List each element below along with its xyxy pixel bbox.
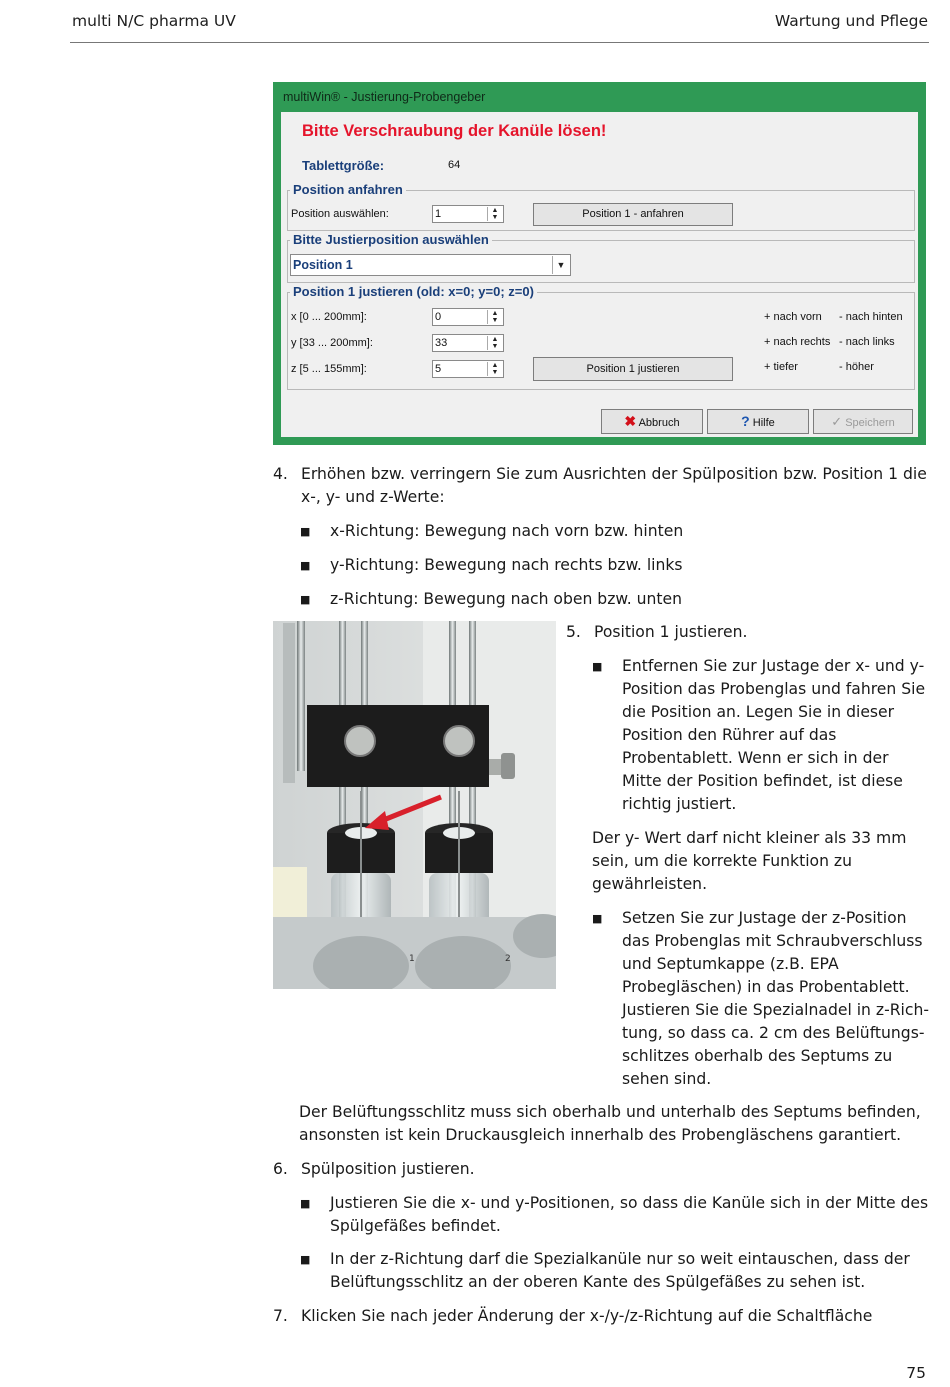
x-label: x [0 ... 200mm]: xyxy=(291,311,367,323)
step-5-bullet-1-line-2: Position das Probenglas und fahren Sie xyxy=(622,680,926,698)
sampler-photo-drawing xyxy=(273,621,556,989)
step-4-bullet-x: x-Richtung: Bewegung nach vorn bzw. hinten xyxy=(330,522,684,540)
hint-plus-y: + nach rechts xyxy=(764,336,831,348)
x-stepper[interactable] xyxy=(432,308,504,326)
step-6-bullet-1-line-1: Justieren Sie die x- und y-Positionen, so dass die Kanüle sich in der Mitte des xyxy=(330,1194,929,1212)
bullet-icon: ■ xyxy=(592,912,603,925)
bullet-icon: ■ xyxy=(300,1253,311,1266)
step-5-bullet-2-line-5: Justieren Sie die Spezialnadel in z-Rich- xyxy=(622,1001,929,1019)
group-move-title: Position anfahren xyxy=(290,182,406,197)
group-adjust-title: Position 1 justieren (old: x=0; y=0; z=0) xyxy=(290,284,537,299)
step-6-number: 6. xyxy=(273,1160,288,1178)
cancel-button-label: Abbruch xyxy=(638,417,680,429)
hint-minus-z: - höher xyxy=(839,361,874,373)
stepper-arrows-icon[interactable]: ▲ ▼ xyxy=(487,336,502,350)
dialog-client-area xyxy=(281,112,918,437)
step-5-bullet-2-line-6: tung, so dass ca. 2 cm des Belüftungs- xyxy=(622,1024,925,1042)
step-5-bullet-1-line-1: Entfernen Sie zur Justage der x- und y- xyxy=(622,657,925,675)
step-4-text-1: Erhöhen bzw. verringern Sie zum Ausrichten der Spülposition bzw. Position 1 die xyxy=(301,465,927,483)
select-position-value: 1 xyxy=(435,208,442,220)
step-5-text: Position 1 justieren. xyxy=(594,623,748,641)
step-5-bullet-1-line-7: richtig justiert. xyxy=(622,795,737,813)
close-icon: ✖ xyxy=(624,413,637,429)
select-position-stepper[interactable] xyxy=(432,205,504,223)
x-value: 0 xyxy=(435,311,442,323)
step-5-note-line-3: gewährleisten. xyxy=(592,875,708,893)
vent-note-line-1: Der Belüftungsschlitz muss sich oberhalb und unterhalb des Septums befinden, xyxy=(299,1103,921,1121)
y-value: 33 xyxy=(435,337,448,349)
bullet-icon: ■ xyxy=(300,593,311,606)
hint-minus-x: - nach hinten xyxy=(839,311,903,323)
step-5-bullet-1-line-6: Mitte der Position befindet, ist diese xyxy=(622,772,903,790)
step-5-bullet-1-line-5: Probentablett. Wenn er sich in der xyxy=(622,749,889,767)
step-5-bullet-2-line-3: und Septumkappe (z.B. EPA xyxy=(622,955,839,973)
bullet-icon: ■ xyxy=(300,559,311,572)
vent-note-line-2: ansonsten ist kein Druckausgleich innerhalb des Probengläschens garantiert. xyxy=(299,1126,902,1144)
help-button-label: Hilfe xyxy=(752,417,775,429)
step-5-bullet-2-line-8: sehen sind. xyxy=(622,1070,712,1088)
chevron-down-icon[interactable]: ▼ xyxy=(552,256,569,274)
save-button[interactable] xyxy=(813,409,913,434)
adjust-position-button[interactable]: Position 1 justieren xyxy=(533,357,733,381)
group-select-title: Bitte Justierposition auswählen xyxy=(290,232,492,247)
step-6-bullet-2-line-2: Belüftungsschlitz an der oberen Kante des Spülgefäßes zu sehen ist. xyxy=(330,1273,866,1291)
stepper-arrows-icon[interactable]: ▲ ▼ xyxy=(487,362,502,376)
select-position-label: Position auswählen: xyxy=(291,208,389,220)
step-5-bullet-2-line-4: Probegläschen) in das Probentablett. xyxy=(622,978,910,996)
dialog-screenshot xyxy=(273,82,926,445)
dialog-title: multiWin® - Justierung-Probengeber xyxy=(283,90,486,104)
bullet-icon: ■ xyxy=(300,1197,311,1210)
stepper-arrows-icon[interactable]: ▲ ▼ xyxy=(487,207,502,221)
step-6-text: Spülposition justieren. xyxy=(301,1160,475,1178)
step-4-text-2: x-, y- und z-Werte: xyxy=(301,488,445,506)
help-icon: ? xyxy=(741,413,750,429)
step-6-bullet-1-line-2: Spülgefäßes befindet. xyxy=(330,1217,501,1235)
step-5-number: 5. xyxy=(566,623,581,641)
step-7-text: Klicken Sie nach jeder Änderung der x-/y-/z-Richtung auf die Schaltfläche xyxy=(301,1307,873,1325)
checkmark-icon: ✓ xyxy=(831,414,843,429)
tray-position-1-label: 1 xyxy=(409,954,415,964)
save-button-label: Speichern xyxy=(845,417,895,429)
move-position-button[interactable]: Position 1 - anfahren xyxy=(533,203,733,226)
help-button[interactable] xyxy=(707,409,809,434)
step-5-note-line-2: sein, um die korrekte Funktion zu xyxy=(592,852,852,870)
bullet-icon: ■ xyxy=(592,660,603,673)
position-select-value: Position 1 xyxy=(293,258,353,272)
tray-position-2-label: 2 xyxy=(505,954,511,964)
header-rule xyxy=(70,42,929,43)
tray-size-label: Tablettgröße: xyxy=(302,158,385,173)
cancel-button[interactable] xyxy=(601,409,703,434)
bullet-icon: ■ xyxy=(300,525,311,538)
step-5-bullet-2-line-1: Setzen Sie zur Justage der z-Position xyxy=(622,909,907,927)
header-section-title: Wartung und Pflege xyxy=(774,12,928,30)
step-5-bullet-2-line-7: schlitzes oberhalb des Septums zu xyxy=(622,1047,893,1065)
position-select[interactable] xyxy=(290,254,571,276)
page-number: 75 xyxy=(906,1364,926,1382)
step-5-bullet-2-line-2: das Probenglas mit Schraubverschluss xyxy=(622,932,923,950)
z-value: 5 xyxy=(435,363,442,375)
step-5-bullet-1-line-4: Position den Rührer auf das xyxy=(622,726,837,744)
tray-size-value: 64 xyxy=(448,159,461,171)
hint-plus-z: + tiefer xyxy=(764,361,798,373)
warning-message: Bitte Verschraubung der Kanüle lösen! xyxy=(302,122,607,140)
header-doc-title: multi N/C pharma UV xyxy=(72,12,236,30)
step-7-number: 7. xyxy=(273,1307,288,1325)
hint-minus-y: - nach links xyxy=(839,336,895,348)
step-4-number: 4. xyxy=(273,465,288,483)
step-4-bullet-y: y-Richtung: Bewegung nach rechts bzw. links xyxy=(330,556,683,574)
step-4-bullet-z: z-Richtung: Bewegung nach oben bzw. unten xyxy=(330,590,682,608)
step-6-bullet-2-line-1: In der z-Richtung darf die Spezialkanüle nur so weit eintauschen, dass der xyxy=(330,1250,910,1268)
step-5-bullet-1-line-3: die Position an. Legen Sie in dieser xyxy=(622,703,895,721)
y-stepper[interactable] xyxy=(432,334,504,352)
hint-plus-x: + nach vorn xyxy=(764,311,822,323)
y-label: y [33 ... 200mm]: xyxy=(291,337,373,349)
z-label: z [5 ... 155mm]: xyxy=(291,363,367,375)
z-stepper[interactable] xyxy=(432,360,504,378)
step-5-note-line-1: Der y- Wert darf nicht kleiner als 33 mm xyxy=(592,829,907,847)
sampler-photo xyxy=(273,621,556,989)
stepper-arrows-icon[interactable]: ▲ ▼ xyxy=(487,310,502,324)
